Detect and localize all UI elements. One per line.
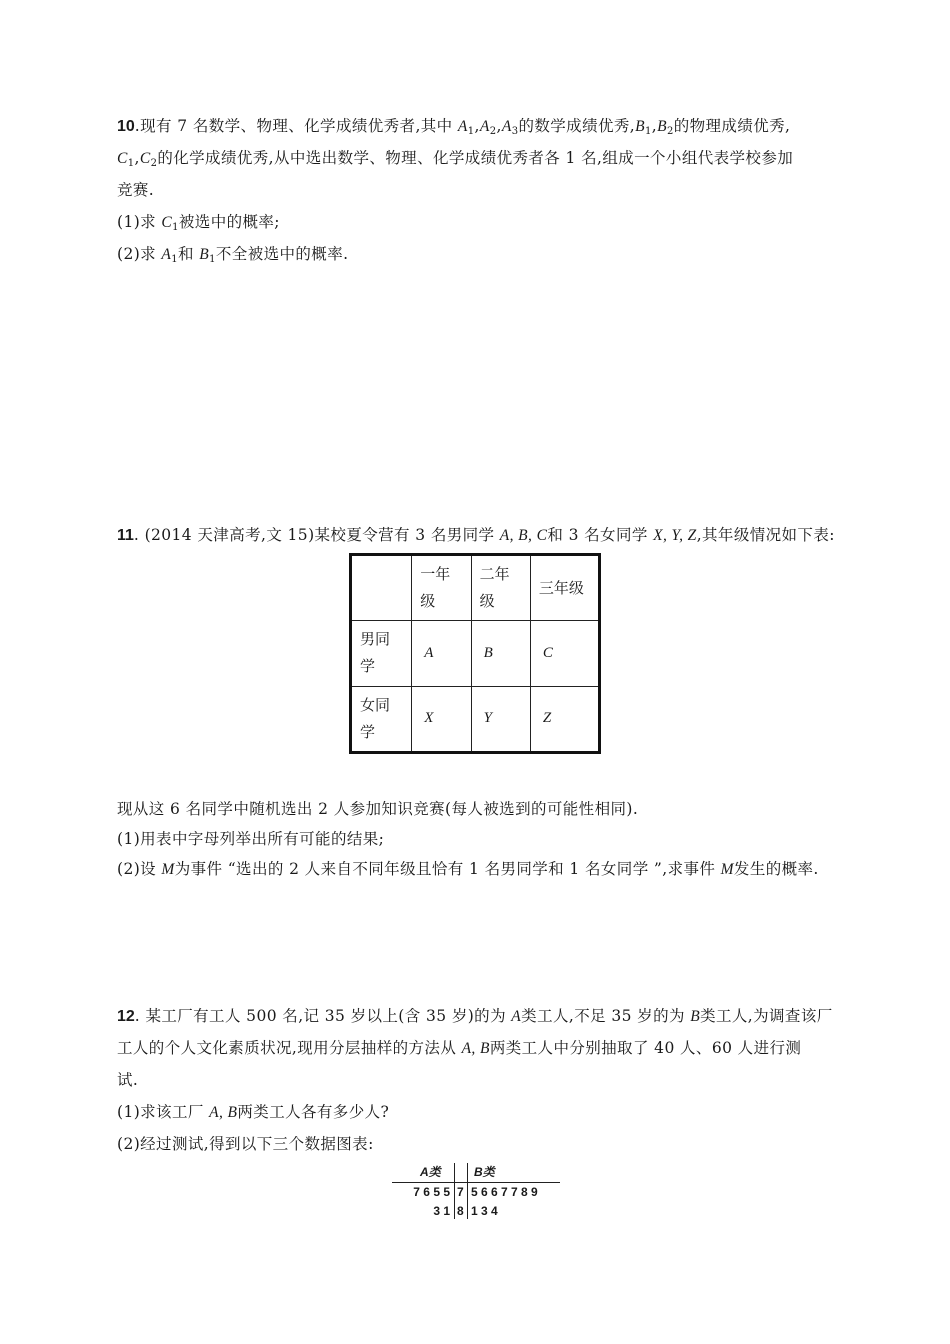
table-row: [351, 555, 600, 621]
table-cell: Z: [530, 686, 599, 752]
table-cell: X: [412, 686, 471, 752]
q12-part1: (1)求该工厂 A, B两类工人各有多少人?: [117, 1103, 390, 1121]
table-header: 二年级: [471, 555, 530, 621]
table-cell: A: [412, 621, 471, 686]
q12-line3: 试.: [117, 1071, 139, 1089]
table-header: 三年级: [530, 555, 599, 621]
q11-part2: (2)设 M为事件 “选出的 2 人来自不同年级且恰有 1 名男同学和 1 名女同学 ”,求事件 M发生的概率.: [117, 860, 819, 878]
stem-leaf-left-leaves: 3 1: [433, 1204, 450, 1218]
stem-leaf-stem: 7: [457, 1185, 464, 1199]
stem-leaf-divider: [467, 1163, 468, 1219]
stem-leaf-right-leaves: 1 3 4: [471, 1204, 498, 1218]
q12-line1: 12. 某工厂有工人 500 名,记 35 岁以上(含 35 岁)的为 A类工人,不足 35 岁的为 B类工人,为调查该厂: [117, 1007, 833, 1025]
table-cell: B: [471, 621, 530, 686]
stem-leaf-divider: [392, 1182, 560, 1183]
table-cell: Y: [471, 686, 530, 752]
q10-line2: $C_1,C_2$的化学成绩优秀,从中选出数学、物理、化学成绩优秀者各 1 名,组成一个小组代表学校参加: [117, 149, 794, 169]
table-row: [351, 621, 600, 686]
table-header: 一年级: [412, 555, 471, 621]
q11-text1: 现从这 6 名同学中随机选出 2 人参加知识竞赛(每人被选到的可能性相同).: [117, 800, 639, 818]
q11-intro: 11. (2014 天津高考,文 15)某校夏令营有 3 名男同学 A, B, C和 3 名女同学 X, Y, Z,其年级情况如下表:: [117, 526, 835, 544]
q11-number: 11: [117, 527, 134, 544]
stem-leaf-right-leaves: 5 6 6 7 7 8 9: [471, 1185, 538, 1199]
grade-table: [349, 553, 601, 754]
stem-leaf-left-leaves: 7 6 5 5: [413, 1185, 450, 1199]
stem-leaf-left-header: A类: [420, 1165, 441, 1179]
stem-leaf-right-header: B类: [474, 1165, 495, 1179]
table-cell: C: [530, 621, 599, 686]
table-row: [351, 686, 600, 752]
q12-number: 12: [117, 1008, 135, 1025]
stem-leaf-stem: 8: [457, 1204, 464, 1218]
q11-part1: (1)用表中字母列举出所有可能的结果;: [117, 830, 385, 848]
q12-line2: 工人的个人文化素质状况,现用分层抽样的方法从 A, B两类工人中分别抽取了 40 人、60 人进行测: [117, 1039, 802, 1057]
row-label: 男同学: [351, 621, 412, 686]
row-label: 女同学: [351, 686, 412, 752]
q10-line1: 10.现有 7 名数学、物理、化学成绩优秀者,其中 $A_1,A_2,A_3$的数学成绩优秀$,B_1,B_2$的物理成绩优秀,: [117, 117, 791, 137]
q12-part2: (2)经过测试,得到以下三个数据图表:: [117, 1135, 374, 1153]
stem-leaf-divider: [454, 1163, 455, 1219]
table-cell: [351, 555, 412, 621]
q10-part2: (2)求 $A_1$和 $B_1$不全被选中的概率.: [117, 245, 349, 265]
q10-part1: (1)求 $C_1$被选中的概率;: [117, 213, 280, 233]
q10-number: 10: [117, 118, 135, 135]
q10-line3: 竞赛.: [117, 181, 155, 199]
